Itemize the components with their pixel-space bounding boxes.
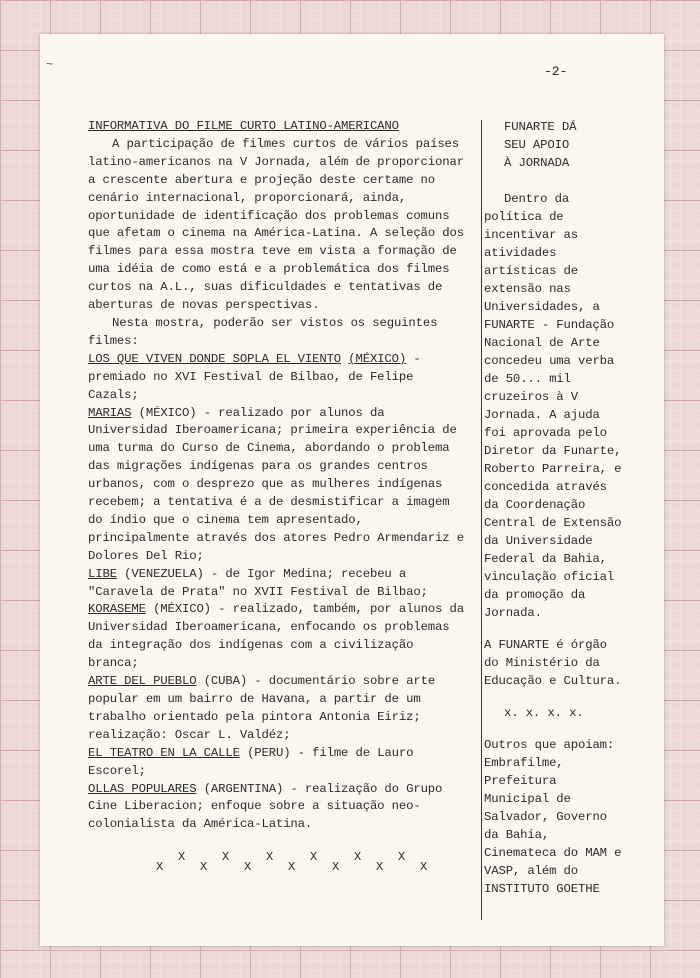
sidebar-separator: x. x. x. x. [504, 706, 584, 720]
film-description: - documentário sobre arte popular em um bairro de Havana, a partir de um trabalho orientado pela pintora Antonia Eiriz; realização: Oscar L. Valdéz; [88, 674, 436, 742]
pencil-mark-icon: ~ [46, 58, 54, 72]
film-entry [88, 405, 471, 566]
x-separator [156, 850, 428, 876]
separator-x: X [200, 860, 208, 874]
film-country: (MÉXICO) [153, 602, 211, 617]
funarte-paragraph: Dentro da política de incentivar as atividades artísticas de extensão nas Universidades, a FUNARTE - Fundação Nacional de Arte concedeu uma verba de 50... mil cruzeiros à V Jornada. A ajuda foi aprovada pelo Diretor da Funarte, Roberto Parreira, e concedida através da Coordenação Central de Extensão da Universidade Federal da Bahia, vinculação oficial da promoção da Jornada. [484, 192, 622, 620]
sidebar-title [504, 118, 624, 172]
separator-x: X [332, 860, 340, 874]
separator-x: X [398, 850, 406, 864]
film-title: OLLAS POPULARES [88, 781, 197, 796]
column-divider [481, 120, 482, 920]
separator-x: X [222, 850, 230, 864]
separator-x: X [354, 850, 362, 864]
film-country: (PERU) [247, 745, 291, 760]
film-description: - de Igor Medina; recebeu a "Caravela de Prata" no XVII Festival de Bilbao; [88, 566, 428, 599]
film-description: - filme de Lauro Escorel; [88, 745, 414, 778]
film-title: ARTE DEL PUEBLO [88, 674, 197, 689]
film-country: (CUBA) [203, 674, 248, 689]
separator-x: X [244, 860, 252, 874]
film-description: - premiado no XVI Festival de Bilbao, de Felipe Cazals; [88, 351, 421, 402]
film-entry [88, 745, 471, 781]
separator-x: X [156, 860, 164, 874]
separator-x: X [266, 850, 274, 864]
film-country: (ARGENTINA) [203, 781, 284, 796]
film-country: (VENEZUELA) [124, 566, 204, 581]
separator-x: X [420, 860, 428, 874]
film-description: - realizado por alunos da Universidad Iberoamericana; primeira experiência de uma turma do Curso de Cinema, abordando o problema das migrações indígenas para os grandes centros urbanos, com o desprezo que as mulheres indígenas recebem; a tentativa é a de desmistificar a imagem do índio que o cinema tem apresentado, principalmente através dos atores Pedro Armendariz e Dolores Del Rio; [88, 405, 464, 563]
supporters-paragraph: Outros que apoiam: Embrafilme, Prefeitura Municipal de Salvador, Governo da Bahia, Cinemateca do MAM e VASP, além do INSTITUTO GOETHE [484, 738, 622, 896]
film-title: MARIAS [88, 405, 132, 420]
film-entry [88, 351, 471, 405]
film-entry [88, 781, 471, 835]
film-title: LOS QUE VIVEN DONDE SOPLA EL VIENTO [88, 351, 342, 366]
film-country: (MÉXICO) [138, 405, 197, 420]
film-country: (MÉXICO) [348, 351, 407, 366]
right-column [484, 118, 624, 898]
lead-in: Nesta mostra, poderão ser vistos os seguintes filmes: [88, 315, 438, 348]
film-title: LIBE [88, 566, 117, 581]
separator-x: X [376, 860, 384, 874]
film-entry [88, 566, 471, 602]
document-page [40, 34, 664, 946]
film-description: - realização do Grupo Cine Liberacion; enfoque sobre a situação neo-colonialista da América-Latina. [88, 781, 443, 832]
separator-x: X [310, 850, 318, 864]
film-entry [88, 673, 471, 745]
sidebar-title-line: FUNARTE DÁ [504, 120, 577, 134]
film-entry [88, 601, 471, 673]
film-title: EL TEATRO EN LA CALLE [88, 745, 240, 760]
intro-paragraph: A participação de filmes curtos de vários países latino-americanos na V Jornada, além de proporcionar a crescente abertura e projeção deste certame no cenário internacional, proporcionará, ainda, oportunidade de identificação dos problemas comuns que afetam o cinema na América-Latina. A seleção dos filmes para essa mostra teve em vista a formação de uma idéia de como está e a problemática dos filmes curtos na A.L., suas dificuldades e tentativas de aberturas de novas perspectivas. [88, 136, 464, 313]
separator-x: X [288, 860, 296, 874]
sidebar-title-line: SEU APOIO [504, 138, 570, 152]
left-column [88, 118, 471, 834]
article-title: INFORMATIVA DO FILME CURTO LATINO-AMERICANO [88, 119, 399, 133]
page-number: -2- [544, 64, 568, 79]
film-title: KORASEME [88, 602, 146, 617]
film-description: - realizado, também, por alunos da Universidad Iberoamericana, enfocando os problemas da integração dos indígenas com a civilização branca; [88, 602, 464, 671]
funarte-ministry-paragraph: A FUNARTE é órgão do Ministério da Educação e Cultura. [484, 638, 622, 688]
sidebar-title-line: À JORNADA [504, 156, 570, 170]
separator-x: X [178, 850, 186, 864]
